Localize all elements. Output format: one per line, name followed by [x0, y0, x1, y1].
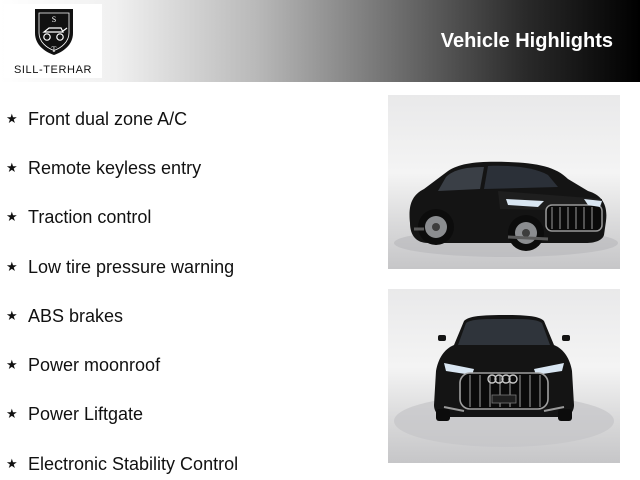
vehicle-image — [388, 289, 620, 463]
star-icon: ★ — [6, 307, 18, 323]
header-banner — [0, 0, 640, 82]
monogram-top: S — [51, 15, 57, 24]
list-item — [6, 439, 376, 480]
feature-label: Remote keyless entry — [28, 157, 202, 178]
feature-label: Front dual zone A/C — [28, 108, 188, 129]
list-item — [6, 193, 376, 242]
star-icon: ★ — [6, 406, 18, 422]
star-icon: ★ — [6, 258, 18, 274]
list-item — [6, 291, 376, 340]
feature-label: ABS brakes — [28, 305, 124, 326]
star-icon: ★ — [6, 209, 18, 225]
feature-label: Low tire pressure warning — [28, 256, 235, 277]
list-item — [6, 143, 376, 192]
page-title: Vehicle Highlights — [440, 30, 613, 52]
star-icon: ★ — [6, 357, 18, 373]
feature-label: Power moonroof — [28, 355, 161, 376]
list-item — [6, 390, 376, 439]
star-icon: ★ — [6, 159, 18, 175]
star-icon: ★ — [6, 110, 18, 126]
feature-list — [6, 94, 376, 480]
feature-label: Power Liftgate — [28, 404, 144, 425]
feature-label: Traction control — [28, 207, 152, 228]
feature-label: Electronic Stability Control — [28, 453, 239, 474]
vehicle-image — [388, 95, 620, 269]
list-item — [6, 242, 376, 291]
list-item — [6, 94, 376, 143]
vehicle-photo-front-angle[interactable] — [388, 95, 620, 269]
list-item — [6, 340, 376, 389]
dealer-logo[interactable] — [4, 4, 102, 78]
monogram-bottom: T — [51, 45, 57, 54]
vehicle-photo-front[interactable] — [388, 289, 620, 463]
star-icon: ★ — [6, 455, 18, 471]
dealer-logo-text: SILL-TERHAR — [13, 64, 93, 76]
